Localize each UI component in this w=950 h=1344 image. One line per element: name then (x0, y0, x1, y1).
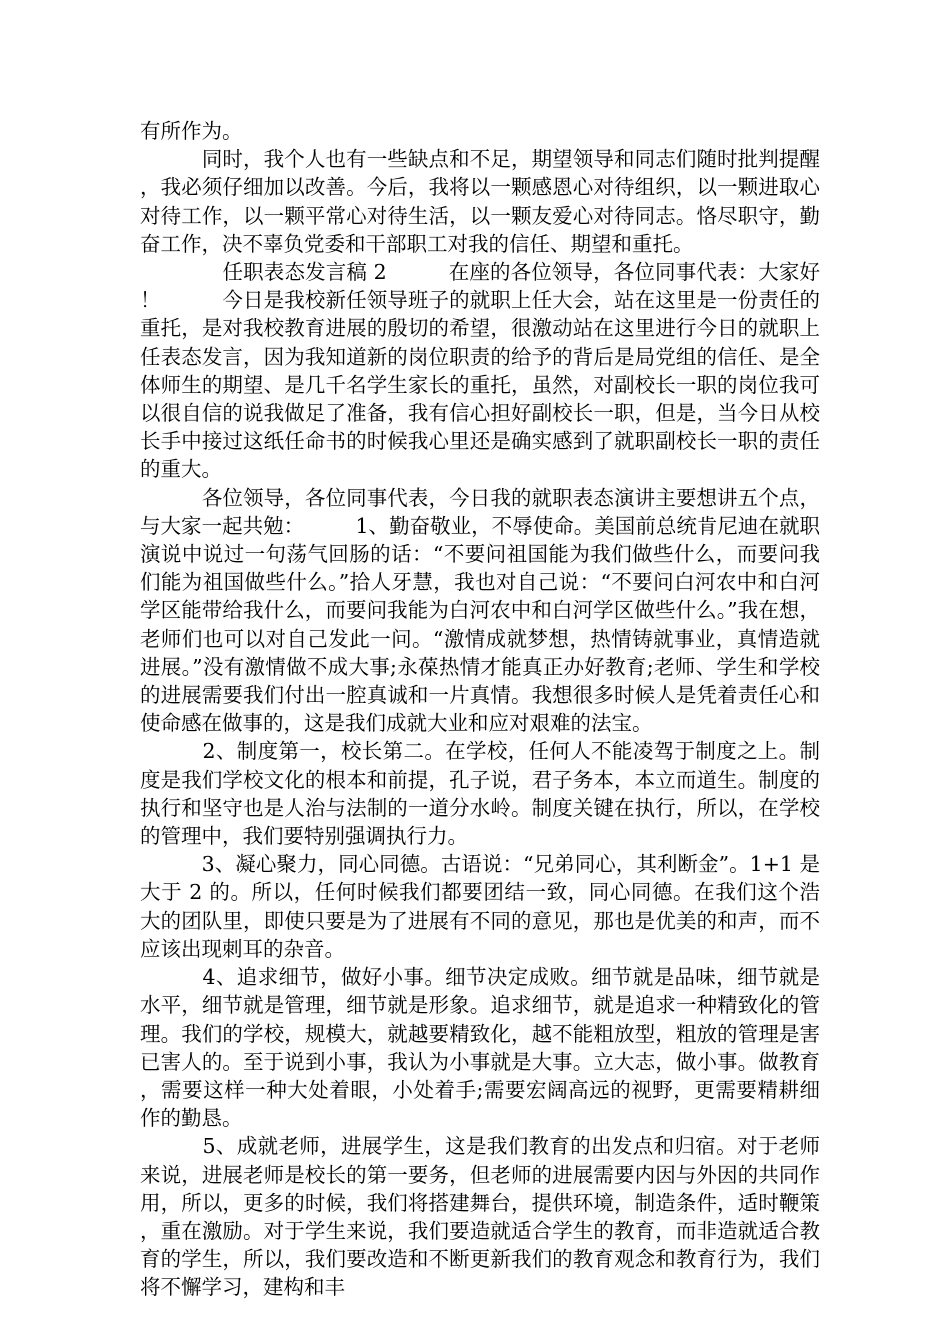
document-body (140, 117, 820, 1302)
paragraph-4: 各位领导，各位同事代表，今日我的就职表态演讲主要想讲五个点，与大家一起共勉： 1、勤奋敬业，不辱使命。美国前总统肯尼迪在就职演说中说过一句荡气回肠的话：“不要问祖国能为我们做些什么，而要问我们能为祖国做些什么。”拾人牙慧，我也对自己说：“不要问白河农中和白河学区能带给我什么，而要问我能为白河农中和白河学区做些什么。”我在想，老师们也可以对自己发此一问。“激情成就梦想，热情铸就事业，真情造就进展。”没有激情做不成大事;永葆热情才能真正办好教育;老师、学生和学校的进展需要我们付出一腔真诚和一片真情。我想很多时候人是凭着责任心和使命感在做事的，这是我们成就大业和应对艰难的法宝。 (140, 485, 820, 736)
paragraph-1: 有所作为。 (140, 119, 243, 143)
paragraph-8: 5、成就老师，进展学生，这是我们教育的出发点和归宿。对于老师来说，进展老师是校长的第一要务，但老师的进展需要内因与外因的共同作用，所以，更多的时候，我们将搭建舞台，提供环境，制造条件，适时鞭策，重在激励。对于学生来说，我们要造就适合学生的教育，而非造就适合教育的学生，所以，我们要改造和不断更新我们的教育观念和教育行为，我们将不懈学习，建构和丰 (140, 1134, 820, 1300)
paragraph-6: 3、凝心聚力，同心同德。古语说：“兄弟同心，其利断金”。1+1 是大于 2 的。所以，任何时候我们都要团结一致，同心同德。在我们这个浩大的团队里，即使只要是为了进展有不同的意见，那也是优美的和声，而不应该出现刺耳的杂音。 (140, 852, 820, 961)
paragraph-5: 2、制度第一，校长第二。在学校，任何人不能凌驾于制度之上。制度是我们学校文化的根本和前提，孔子说，君子务本，本立而道生。制度的执行和坚守也是人治与法制的一道分水岭。制度关键在执行，所以，在学校的管理中，我们要特别强调执行力。 (140, 739, 820, 849)
paragraph-7: 4、追求细节，做好小事。细节决定成败。细节就是品味，细节就是水平，细节就是管理，细节就是形象。追求细节，就是追求一种精致化的管理。我们的学校，规模大，就越要精致化，越不能粗放型，粗放的管理是害已害人的。至于说到小事，我认为小事就是大事。立大志，做小事。做教育，需要这样一种大处着眼，小处着手;需要宏阔高远的视野，更需要精耕细作的勤恳。 (140, 965, 820, 1131)
paragraph-2: 同时，我个人也有一些缺点和不足，期望领导和同志们随时批判提醒，我必须仔细加以改善。今后，我将以一颗感恩心对待组织，以一颗进取心对待工作，以一颗平常心对待生活，以一颗友爱心对待同志。恪尽职守，勤奋工作，决不辜负党委和干部职工对我的信任、期望和重托。 (140, 147, 820, 256)
paragraph-3: 任职表态发言稿 2 在座的各位领导，各位同事代表：大家好！ 今日是我校新任领导班子的就职上任大会，站在这里是一份责任的重托，是对我校教育进展的殷切的希望，很激动站在这里进行今日的就职上任表态发言，因为我知道新的岗位职责的给予的背后是局党组的信任、是全体师生的期望、是几千名学生家长的重托，虽然，对副校长一职的岗位我可以很自信的说我做足了准备，我有信心担好副校长一职，但是，当今日从校长手中接过这纸任命书的时候我心里还是确实感到了就职副校长一职的责任的重大。 (140, 260, 820, 482)
